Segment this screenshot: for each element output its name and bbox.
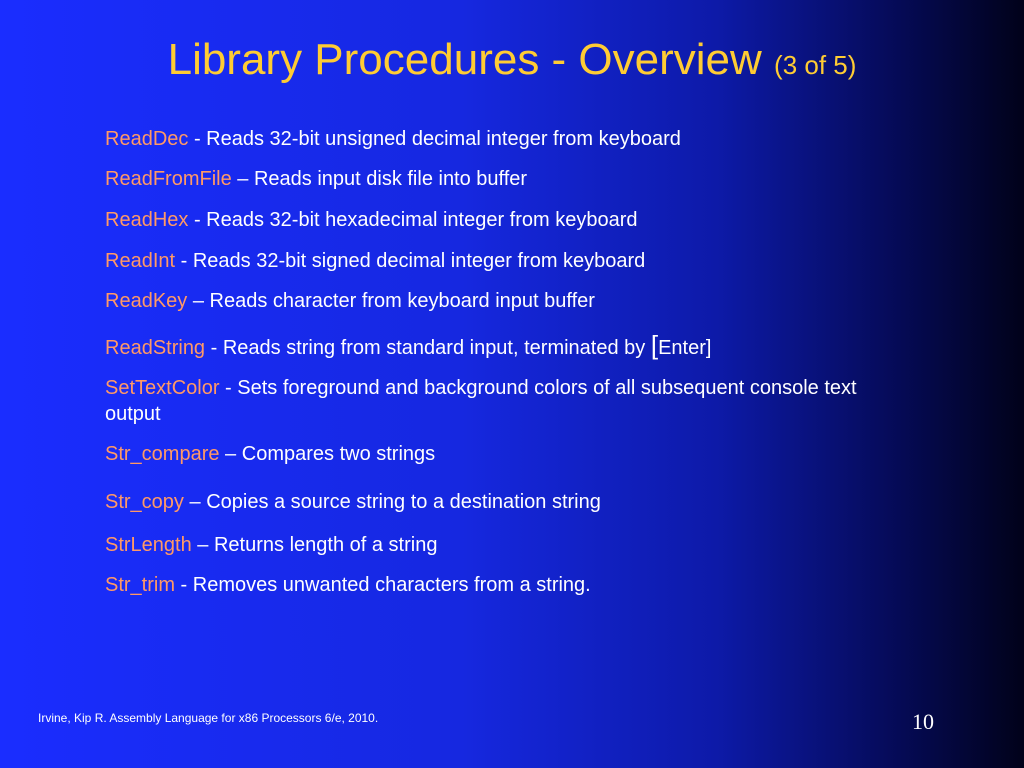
separator: – <box>187 290 210 312</box>
procedure-name: Str_trim <box>105 574 175 596</box>
list-item <box>105 126 905 152</box>
procedure-name: ReadString <box>105 337 206 359</box>
procedure-description: Reads character from keyboard input buffer <box>209 290 595 312</box>
separator: – <box>231 168 254 190</box>
procedure-description: Copies a source string to a destination string <box>206 491 601 513</box>
slide-subtitle: (3 of 5) <box>774 50 857 80</box>
separator: – <box>183 491 207 513</box>
procedure-description: Reads input disk file into buffer <box>253 168 528 190</box>
slide-title <box>0 36 1024 84</box>
procedure-name: Str_copy <box>105 491 184 513</box>
procedure-description: Sets foreground and background colors of all subsequent console text output <box>105 377 857 425</box>
procedure-description-end: Enter] <box>658 337 712 359</box>
procedure-description: Reads 32-bit hexadecimal integer from keyboard <box>206 209 638 231</box>
procedure-name: ReadDec <box>105 128 189 150</box>
list-item <box>105 572 905 598</box>
procedure-description: Returns length of a string <box>213 534 438 556</box>
procedure-description: Reads string from standard input, terminated by <box>222 337 651 359</box>
separator: - <box>175 574 193 596</box>
procedure-name: ReadHex <box>105 209 189 231</box>
list-item <box>105 248 905 274</box>
procedure-name: ReadKey <box>105 290 188 312</box>
procedure-name: ReadFromFile <box>105 168 232 190</box>
list-item <box>105 375 905 427</box>
slide-title-text: Library Procedures - Overview <box>167 35 762 84</box>
procedure-name: StrLength <box>105 534 192 556</box>
list-item <box>105 207 905 233</box>
bracket-glyph: [ <box>650 330 659 360</box>
separator: – <box>219 443 242 465</box>
footer-citation: Irvine, Kip R. Assembly Language for x86 Processors 6/e, 2010. <box>38 711 379 725</box>
procedure-name: Str_compare <box>105 443 220 465</box>
separator: - <box>188 128 207 150</box>
procedure-name: SetTextColor <box>105 377 220 399</box>
procedure-description: Reads 32-bit unsigned decimal integer from keyboard <box>206 128 681 150</box>
list-item <box>105 166 905 192</box>
procedure-description: Reads 32-bit signed decimal integer from keyboard <box>192 250 646 272</box>
list-item <box>105 288 905 314</box>
separator: - <box>188 209 207 231</box>
separator: - <box>175 250 193 272</box>
list-item <box>105 489 905 515</box>
procedure-name: ReadInt <box>105 250 176 272</box>
list-item <box>105 332 905 361</box>
procedure-description: Compares two strings <box>241 443 436 465</box>
list-item <box>105 532 905 558</box>
list-item <box>105 441 905 467</box>
page-number: 10 <box>912 709 934 734</box>
separator: - <box>205 337 223 359</box>
separator: – <box>191 534 214 556</box>
procedure-description: Removes unwanted characters from a string. <box>192 574 591 596</box>
separator: - <box>219 377 238 399</box>
